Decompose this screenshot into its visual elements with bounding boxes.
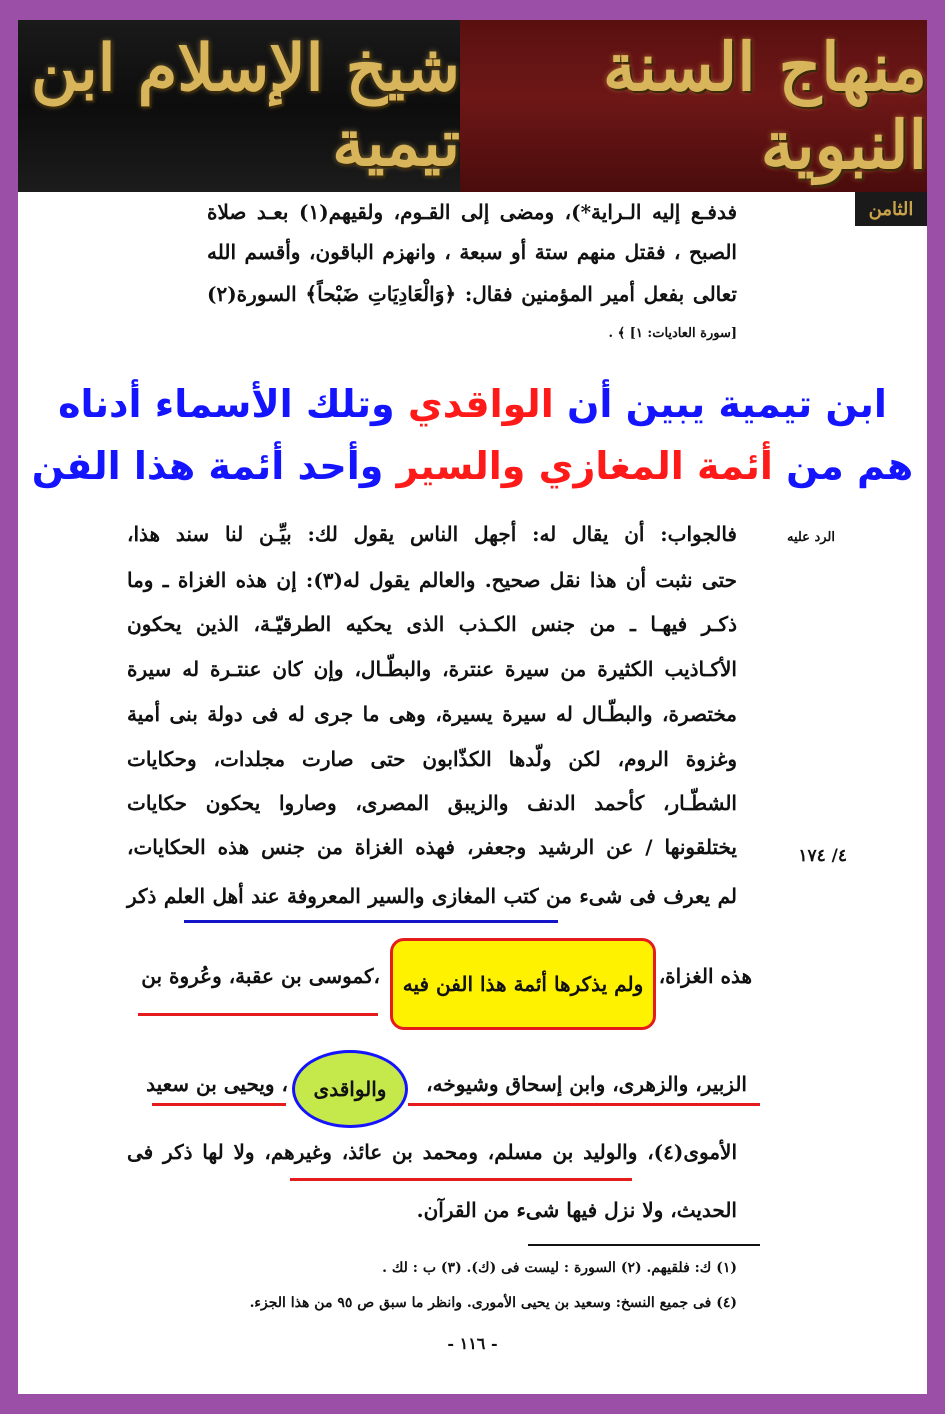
text-line: فدفـع إليه الـراية*)، ومضى إلى القـوم، ولقيهم(١) بعـد صلاة bbox=[207, 200, 737, 224]
headline-line-1 bbox=[18, 382, 927, 426]
headline-text: وتلك الأسماء أدناه bbox=[58, 382, 408, 426]
page-number: - ١١٦ - bbox=[447, 1334, 498, 1353]
headline-red-text: أئمة المغازي والسير bbox=[396, 444, 773, 488]
text-line: ، ويحيى بن سعيد bbox=[146, 1072, 288, 1096]
red-underline bbox=[408, 1103, 760, 1106]
headline-line-2 bbox=[18, 444, 927, 488]
headline-text: هم من bbox=[772, 444, 914, 488]
margin-page-reference: ٤/ ١٧٤ bbox=[798, 846, 847, 866]
highlight-oval: والواقدى bbox=[292, 1050, 408, 1128]
text-line: لم يعرف فى شىء من كتب المغازى والسير المعروفة عند أهل العلم ذكر bbox=[127, 884, 737, 908]
text-line: ،كموسى بن عقبة، وعُروة بن bbox=[141, 964, 380, 988]
text-line: ذكـر فيهـا ـ من جنس الكـذب الذى يحكيه الطرقيّـة، الذين يحكون bbox=[127, 612, 737, 636]
margin-note-reply: الرد عليه bbox=[786, 530, 835, 545]
page bbox=[18, 20, 927, 1394]
text-line: تعالى بفعل أمير المؤمنين فقال: ﴿وَالْعَادِيَاتِ ضَبْحاً﴾ السورة(٢) bbox=[207, 282, 737, 306]
headline-text: وأحد أئمة هذا الفن bbox=[31, 444, 397, 488]
headline-text: ابن تيمية يبين أن bbox=[553, 382, 887, 426]
text-line: الأموى(٤)، والوليد بن مسلم، ومحمد بن عائذ، وغيرهم، ولا لها ذكر فى bbox=[127, 1140, 737, 1164]
highlight-box: ولم يذكرها أئمة هذا الفن فيه bbox=[390, 938, 656, 1030]
text-line: وغزوة الروم، لكن ولّدها الكذّابون حتى صارت مجلدات، وحكايات bbox=[127, 747, 737, 771]
text-line: حتى نثبت أن هذا نقل صحيح. والعالم يقول له(٣): إن هذه الغزاة ـ وما bbox=[127, 568, 737, 592]
text-line: الحديث، ولا نزل فيها شىء من القرآن. bbox=[416, 1198, 737, 1222]
footnote-1: (١) ك: فلقيهم. (٢) السورة : ليست فى (ك). (٣) ب : لك . bbox=[382, 1260, 737, 1276]
header-banner bbox=[18, 20, 927, 192]
author-title: شيخ الإسلام ابن تيمية bbox=[31, 31, 460, 181]
headline-red-text: الواقدي bbox=[407, 382, 554, 426]
text-line: الزبير، والزهرى، وابن إسحاق وشيوخه، bbox=[426, 1072, 747, 1096]
text-line: يختلقونها / عن الرشيد وجعفر، فهذه الغزاة من جنس هذه الحكايات، bbox=[127, 835, 737, 859]
text-line: فالجواب: أن يقال له: أجهل الناس يقول لك: بيِّـن لنا سند هذا، bbox=[127, 522, 737, 546]
text-line: هذه الغزاة، bbox=[658, 964, 752, 988]
book-title: منهاج السنة النبوية bbox=[602, 28, 927, 184]
book-title-panel bbox=[460, 20, 927, 192]
red-underline bbox=[152, 1103, 286, 1106]
footnote-separator bbox=[528, 1244, 760, 1246]
footnote-2: (٤) فى جميع النسخ: وسعيد بن يحيى الأمورى. وانظر ما سبق ص ٩٥ من هذا الجزء. bbox=[249, 1295, 737, 1311]
text-line: الأكـاذيب الكثيرة من سيرة عنترة، والبطّـال، وإن كان عنتـرة له سيرة bbox=[127, 657, 737, 681]
red-underline bbox=[290, 1178, 632, 1181]
text-line: الشطّـار، كأحمد الدنف والزيبق المصرى، وصاروا يحكون حكايات bbox=[127, 791, 737, 815]
volume-label: الثامن bbox=[855, 192, 927, 226]
text-line: الصبح ، فقتل منهم ستة أو سبعة ، وانهزم الباقون، وأقسم الله bbox=[207, 240, 737, 264]
text-line: مختصرة، والبطّـال له سيرة يسيرة، وهى ما جرى له فى دولة بنى أمية bbox=[127, 702, 737, 726]
author-title-panel bbox=[18, 20, 460, 192]
quran-citation: [سورة العاديات: ١] ﴾ . bbox=[608, 326, 737, 341]
blue-underline bbox=[184, 920, 558, 923]
red-underline bbox=[138, 1013, 378, 1016]
